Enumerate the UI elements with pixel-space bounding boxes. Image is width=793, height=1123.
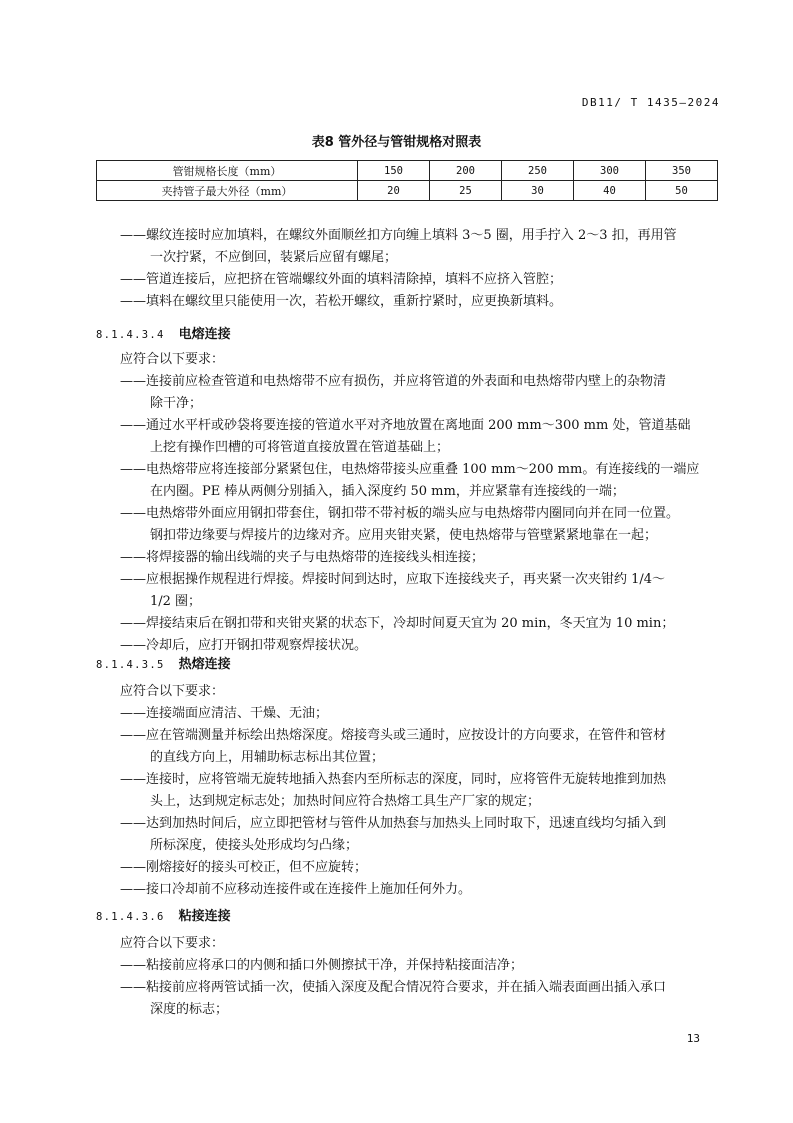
list-item: 钢扣带边缘要与焊接片的边缘对齐。应用夹钳夹紧，使电热熔带与管壁紧紧地靠在一起；: [150, 528, 658, 543]
table-cell: 200: [430, 161, 502, 181]
list-item: 除干净；: [150, 396, 203, 411]
section-heading-electrofusion: [96, 323, 231, 342]
table-row: [97, 161, 718, 181]
list-item: 在内圈。PE 棒从两侧分别插入，插入深度约 50 mm，并应紧靠有连接线的一端；: [150, 484, 625, 499]
table-cell: 50: [646, 181, 718, 201]
list-item: ——刚熔接好的接头可校正，但不应旋转；: [120, 860, 368, 875]
list-item: 深度的标志；: [150, 1002, 229, 1017]
list-item: ——应根据操作规程进行焊接。焊接时间到达时，应取下连接线夹子，再夹紧一次夹钳约 1/4～: [120, 572, 666, 587]
table-cell: 150: [358, 161, 430, 181]
table-cell: 300: [574, 161, 646, 181]
list-item: ——填料在螺纹里只能使用一次，若松开螺纹，重新拧紧时，应更换新填料。: [120, 294, 563, 309]
section-title: 电熔连接: [178, 327, 231, 342]
table-row: [97, 181, 718, 201]
list-item: 一次拧紧，不应倒回，装紧后应留有螺尾；: [150, 250, 398, 265]
threaded-joint-list: [120, 225, 720, 313]
list-item: ——连接时，应将管端无旋转地插入热套内至所标志的深度，同时，应将管件无旋转地推到加热: [120, 772, 667, 787]
table-cell: 40: [574, 181, 646, 201]
list-item: 所标深度，使接头处形成均匀凸缘；: [150, 838, 359, 853]
heat-fusion-list: [120, 681, 720, 901]
list-item: ——达到加热时间后，应立即把管材与管件从加热套与加热头上同时取下，迅速直线均匀插入到: [120, 816, 667, 831]
section-number: 8.1.4.3.6: [96, 911, 165, 923]
table-cell: 30: [502, 181, 574, 201]
list-item: ——通过水平杆或砂袋将要连接的管道水平对齐地放置在离地面 200 mm～300 mm 处，管道基础: [120, 418, 691, 433]
list-item: ——将焊接器的输出线端的夹子与电热熔带的连接线头相连接；: [120, 550, 485, 565]
document-number: DB11/ T 1435—2024: [581, 96, 720, 109]
section-number: 8.1.4.3.5: [96, 659, 165, 671]
list-item: ——连接前应检查管道和电热熔带不应有损伤，并应将管道的外表面和电热熔带内壁上的杂物清: [120, 374, 667, 389]
list-item: ——管道连接后，应把挤在管端螺纹外面的填料清除掉，填料不应挤入管腔；: [120, 272, 563, 287]
list-item: ——冷却后，应打开钢扣带观察焊接状况。: [120, 638, 368, 653]
list-item: 应符合以下要求：: [120, 936, 225, 951]
table-caption: 表8 管外径与管钳规格对照表: [311, 135, 482, 150]
table-cell: 25: [430, 181, 502, 201]
list-item: 应符合以下要求：: [120, 352, 225, 367]
list-item: ——连接端面应清洁、干燥、无油；: [120, 706, 329, 721]
list-item: 头上，达到规定标志处；加热时间应符合热熔工具生产厂家的规定；: [150, 794, 541, 809]
table-cell: 250: [502, 161, 574, 181]
list-item: 的直线方向上，用辅助标志标出其位置；: [150, 750, 385, 765]
table-cell: 350: [646, 161, 718, 181]
electrofusion-list: [120, 349, 720, 657]
section-title: 热熔连接: [178, 657, 231, 672]
list-item: ——粘接前应将两管试插一次，使插入深度及配合情况符合要求，并在插入端表面画出插入承口: [120, 980, 667, 995]
list-item: ——焊接结束后在钢扣带和夹钳夹紧的状态下，冷却时间夏天宜为 20 min，冬天宜为 10 min；: [120, 616, 675, 631]
row-label: 夹持管子最大外径（mm）: [97, 181, 358, 201]
list-item: ——螺纹连接时应加填料，在螺纹外面顺丝扣方向缠上填料 3～5 圈，用手拧入 2～3 扣，再用管: [120, 228, 677, 243]
list-item: ——电热熔带外面应用钢扣带套住，钢扣带不带衬板的端头应与电热熔带内圈同向并在同一位置。: [120, 506, 680, 521]
page-number: 13: [686, 1032, 700, 1045]
list-item: ——电热熔带应将连接部分紧紧包住，电热熔带接头应重叠 100 mm～200 mm。有连接线的一端应: [120, 462, 700, 477]
list-item: 上挖有操作凹槽的可将管道直接放置在管道基础上；: [150, 440, 450, 455]
table-cell: 20: [358, 181, 430, 201]
pipe-wrench-spec-table: [96, 160, 718, 201]
list-item: ——粘接前应将承口的内侧和插口外侧擦拭干净，并保持粘接面洁净；: [120, 958, 524, 973]
row-label: 管钳规格长度（mm）: [97, 161, 358, 181]
adhesive-list: [120, 933, 720, 1021]
list-item: 应符合以下要求：: [120, 684, 225, 699]
list-item: ——应在管端测量并标绘出热熔深度。熔接弯头或三通时，应按设计的方向要求，在管件和管材: [120, 728, 667, 743]
section-number: 8.1.4.3.4: [96, 329, 165, 341]
section-heading-heat-fusion: [96, 653, 231, 672]
list-item: ——接口冷却前不应移动连接件或在连接件上施加任何外力。: [120, 882, 472, 897]
section-title: 粘接连接: [178, 909, 231, 924]
list-item: 1/2 圈；: [150, 594, 202, 609]
section-heading-adhesive: [96, 905, 231, 924]
